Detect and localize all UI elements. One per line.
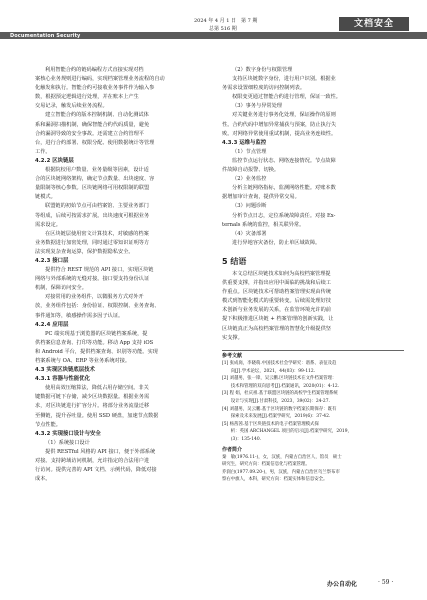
text-line: 交易记录，触发后续业务流程。 [35,103,108,110]
reference-line: 设计与实现[J].甘肃科技，2023，39(02)：24-27. [222,398,330,404]
text-line: 工作。 [35,148,51,155]
section-heading: 4.3.1 容器与性能优化 [35,376,90,383]
text-line: ternals 系统的监控，相关联异常。 [222,221,305,228]
text-line: 术创新与业务发展的关系，在监管环境允许的前 [222,307,331,314]
text-line: 机制，保障访问安全。 [35,285,87,292]
reference-line: [1] 张成岗，李晓萌.中国技术社会学研究：谱系、表征及趋 [222,361,337,366]
text-line: 模式到智能化模式的重要转变。后续需处理好技 [222,298,331,305]
text-line: 件故障自动报警、切换。 [222,167,280,174]
text-line: 区块链真正为高校档案管理的智慧化升级提供坚 [222,325,331,332]
reference-line: 析：英国 ARCHANGEL 项目的启示[J].档案学研究，2019， [222,429,352,435]
text-line: 行访问。提供完善的 API 文档、示例代码，降低对接 [35,467,157,474]
text-line: 支持区块链数字身份，进行用户识别。根据业 [232,76,336,83]
text-line: 需求设定。 [35,221,61,228]
text-line: 案核心业务规则进行编码，实现档案管理业务流程的自动 [35,76,165,83]
text-line: （1）节点管理 [232,148,267,155]
text-line: （2）数字身份与权限管理 [232,67,293,73]
text-line: 网络与外部系统的无缝对接。接口要支持身份认证 [35,276,150,283]
reference-line: 技术和管理的双向思考[J].档案通讯，2020(01)：4-12. [222,383,340,389]
text-line: 台，进行合约部署、权限分配、使用数据统计等管理 [35,139,155,146]
author-line: 察右中旗人，本科，研究方向：档案实体和信息安全。 [222,477,328,483]
text-line: 对接。支持跨域访问机制，允许指定的合法用户进 [35,458,150,465]
author-line: 秦 敏(1976.11-)，女，汉族，内蒙古自治区人，馆员 硕士 [222,454,342,460]
text-line: 节点性能。 [35,421,61,428]
text-line: 业务数据进行加密处理，同时通过零知识证明等方 [35,239,150,246]
text-line: 利用智能合约的链码编程方式直接实现对档 [45,67,144,73]
text-line: 化触发和执行。智能合约可接收业务事件作为输入参 [35,85,155,92]
section-heading: 4.3.3 运维与监控 [222,139,267,146]
text-line: 对接常用的业务组件，以微服务方式对外开 [45,294,144,301]
section-heading: 4.2.4 应用层 [35,321,69,328]
right-column [222,66,404,248]
text-line: 使用高效压缩算法，降低占用存储空间。非关 [45,385,149,392]
text-line: 监控节点运行状态、网络连接情况。节点故障 [232,157,336,164]
text-line: PC 端实现基于浏览器的区块链档案系统，提 [45,330,148,337]
total-issue: 总第 516 期 [209,26,237,32]
text-line: 据增加审计查询，提供异常交易。 [222,194,300,201]
left-column [35,66,217,484]
section-heading: 4.3.2 实现接口设计与安全 [35,430,101,437]
text-line: 键数据可链下存储，减少区块数据量。根据业务需 [35,394,150,401]
text-line: 实支撑。 [222,334,243,341]
conclusion-section [222,252,404,343]
text-line: 分析主链网络指标，监测网络性能。对账本数 [232,185,336,192]
text-line: 联盟链的初始节点可由档案馆、主要业务部门 [45,203,149,210]
reference-line: 向[J].学术论坛，2021，44(03)：99-112. [222,368,316,374]
text-line: 提供符合 REST 规范的 API 接口，实现区块链 [45,267,154,274]
text-line: 量限制等核心参数。区块链网络可用权限制的联盟 [35,185,150,192]
reference-line: [2] 刘越男，张一锋，吴云鹏.区块链技术在文件档案管理： [222,376,337,382]
text-line: 对关键业务进行事务化处理，保证操作的原则 [232,112,336,119]
text-line: 事件通知等，敏感操作需多因子认证。 [35,312,124,319]
text-line: 权限变更通过智能合约进行管理，保证一致性。 [232,94,341,101]
text-line: 性。合约代码中增加异常捕获与预案，防止执行失 [222,121,337,128]
section-label: Documentation Security [10,33,81,39]
section-heading: 4.3 实现区块链底层技术 [35,367,95,374]
text-line: 提下积极推进区块链 + 档案管理的创新实践，让 [222,316,334,323]
references-section [222,352,404,484]
author-line: 研究生，研究方向：档案信息化与档案管理。 [222,462,310,468]
text-line: 数，根据预定逻辑进行处理，并在账本上产生 [35,94,139,101]
text-line: 成本。 [35,476,51,483]
text-line: 败。对网络异常使用重试机制，提高业务连续性。 [222,130,337,137]
text-line: 在区块链层使用密文计算技术，对敏感的档案 [45,230,149,237]
reference-line: [4] 刘越男，吴云鹏.基于区块链的数字档案长期保存：既有 [222,406,337,412]
text-line: 供档案信息查询、打印等功能。移动 App 支持 iOS [35,339,154,346]
text-line: （1）系统接口设计 [45,439,90,446]
footer-journal: 办公自动化 [327,581,358,588]
reference-line: [5] 杨茜茜.基于区块链技术的电子档案管理模式探 [222,421,319,427]
text-line: 作重点。区块链技术可帮助档案管理实现由传统 [222,289,331,296]
reference-line: 探索及未来发展[J].档案学研究，2019(6)：37-42. [222,414,331,420]
journal-logo: 文档安全 [339,17,409,31]
text-line: 和 Android 平台，提供档案查询、识别等功能。实现 [35,348,158,355]
text-line: （2）业务监控 [232,176,267,183]
author-line: 乔润白(1977.09.20-)，男，汉族，内蒙古自治区乌兰察布市 [222,469,340,475]
reference-line: [3] 程 娟，杜庆祖.基于联盟区块链的高校学生档案管理系统 [222,391,338,397]
text-line: （3）事务与异常处理 [232,103,282,110]
text-line: 供重要支撑，并指出应用中面临的挑战和后续工 [222,280,331,287]
issue-date: 2024 年 4 月 1 日 第 7 期 [194,18,258,24]
author-heading: 作者简介 [222,446,243,453]
text-line: 链模式。 [35,194,56,201]
text-line: 根据院校用户数量、业务量级等因素，设计适 [45,167,149,174]
text-line: 分析节点日志，定位系统故障责任。对接 Ex- [232,212,336,219]
text-line: 放，业务组件包括：身份验证、权限控制、业务查询、 [35,303,160,310]
reference-line: (3)：135-140. [222,436,262,442]
text-line: 系和漏洞扫描机制，确保智能合约代码质量，避免 [35,121,150,128]
text-line: 提供 RESTful 风格的 API 接口，便于外部系统 [45,448,156,455]
text-line: 档案系统与 OA、ERP 等业务系统对接。 [35,358,131,364]
text-line: 合的区块链网络架构，确定节点数量、出块速度、容 [35,176,155,183]
page-number: · 59 · [378,579,394,586]
text-line: 建立智能合约的版本控制机制、自动化测试体 [45,112,149,119]
text-line: 法实现复杂查询运算，保护数据隐私安全。 [35,248,134,255]
text-line: 本文总结区块链技术如何为高校档案管理提 [232,271,331,277]
text-line: 进行异地容灾备份，防止单区域故障。 [232,239,321,246]
conclusion-heading: 5 结语 [222,257,247,266]
references-heading: 参考文献 [222,353,243,359]
text-line: 务需求设置细粒度的访问控制列表。 [222,85,306,92]
section-heading: 4.2.2 区块链层 [35,157,74,164]
section-heading: 4.2.3 接口层 [35,257,69,264]
text-line: （3）问题诊断 [232,203,267,210]
text-line: 等组成，后续可按需求扩展。出块速度可根据业务 [35,212,150,219]
text-line: 至侧链，提升吞吐量。使用 SSD 硬盘，加速节点数据 [35,412,159,419]
text-line: 合约漏洞导致的安全事故。还需建立合约管理平 [35,130,144,137]
text-line: （4）灾备部署 [232,230,267,237]
text-line: 求，对区块链进行扩容分片。将部分业务流量迁移 [35,403,150,410]
